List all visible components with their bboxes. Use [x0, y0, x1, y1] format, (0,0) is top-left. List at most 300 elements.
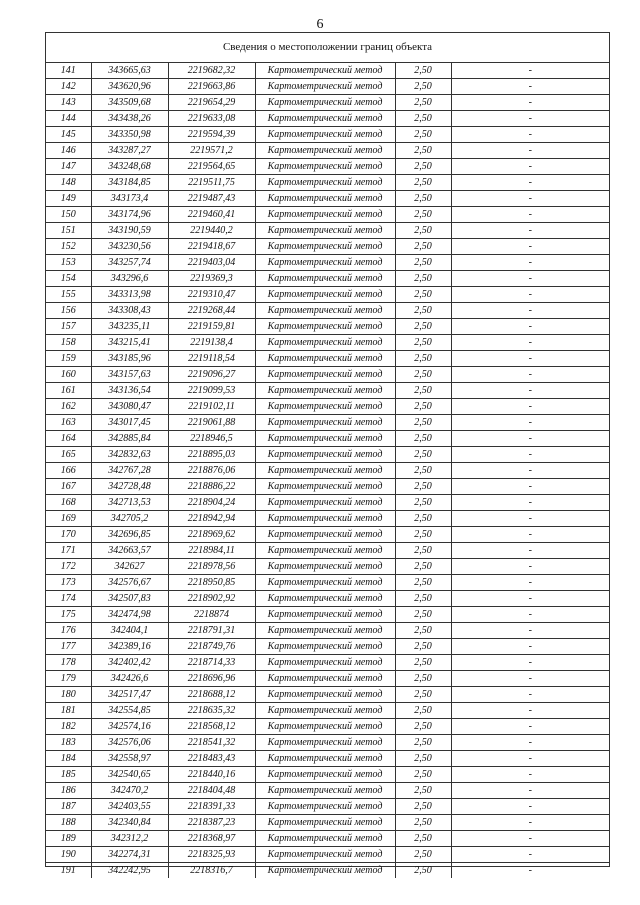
y-coordinate-cell: 2218749,76 — [168, 639, 255, 655]
y-coordinate-cell: 2219460,41 — [168, 207, 255, 223]
description-cell: - — [451, 751, 609, 767]
x-coordinate-cell: 342474,98 — [91, 607, 168, 623]
x-coordinate-cell: 343080,47 — [91, 399, 168, 415]
accuracy-cell: 2,50 — [395, 511, 451, 527]
method-cell: Картометрический метод — [255, 175, 395, 191]
description-cell: - — [451, 351, 609, 367]
x-coordinate-cell: 343248,68 — [91, 159, 168, 175]
method-cell: Картометрический метод — [255, 495, 395, 511]
accuracy-cell: 2,50 — [395, 95, 451, 111]
accuracy-cell: 2,50 — [395, 543, 451, 559]
point-number-cell: 174 — [46, 591, 91, 607]
x-coordinate-cell: 343173,4 — [91, 191, 168, 207]
point-number-cell: 143 — [46, 95, 91, 111]
description-cell: - — [451, 479, 609, 495]
description-cell: - — [451, 815, 609, 831]
description-cell: - — [451, 431, 609, 447]
x-coordinate-cell: 343235,11 — [91, 319, 168, 335]
x-coordinate-cell: 342767,28 — [91, 463, 168, 479]
method-cell: Картометрический метод — [255, 639, 395, 655]
accuracy-cell: 2,50 — [395, 639, 451, 655]
method-cell: Картометрический метод — [255, 863, 395, 879]
table-row — [46, 783, 609, 799]
accuracy-cell: 2,50 — [395, 687, 451, 703]
description-cell: - — [451, 607, 609, 623]
accuracy-cell: 2,50 — [395, 303, 451, 319]
table-row — [46, 207, 609, 223]
accuracy-cell: 2,50 — [395, 623, 451, 639]
description-cell: - — [451, 239, 609, 255]
method-cell: Картометрический метод — [255, 447, 395, 463]
description-cell: - — [451, 95, 609, 111]
y-coordinate-cell: 2218688,12 — [168, 687, 255, 703]
description-cell: - — [451, 415, 609, 431]
description-cell: - — [451, 287, 609, 303]
method-cell: Картометрический метод — [255, 95, 395, 111]
description-cell: - — [451, 671, 609, 687]
method-cell: Картометрический метод — [255, 559, 395, 575]
y-coordinate-cell: 2218874 — [168, 607, 255, 623]
x-coordinate-cell: 343296,6 — [91, 271, 168, 287]
method-cell: Картометрический метод — [255, 655, 395, 671]
table-row — [46, 687, 609, 703]
description-cell: - — [451, 623, 609, 639]
accuracy-cell: 2,50 — [395, 271, 451, 287]
y-coordinate-cell: 2219310,47 — [168, 287, 255, 303]
table-row — [46, 351, 609, 367]
page-number: 6 — [316, 17, 324, 32]
y-coordinate-cell: 2219403,04 — [168, 255, 255, 271]
description-cell: - — [451, 335, 609, 351]
accuracy-cell: 2,50 — [395, 143, 451, 159]
accuracy-cell: 2,50 — [395, 655, 451, 671]
method-cell: Картометрический метод — [255, 543, 395, 559]
method-cell: Картометрический метод — [255, 223, 395, 239]
method-cell: Картометрический метод — [255, 783, 395, 799]
y-coordinate-cell: 2219571,2 — [168, 143, 255, 159]
point-number-cell: 145 — [46, 127, 91, 143]
x-coordinate-cell: 343190,59 — [91, 223, 168, 239]
method-cell: Картометрический метод — [255, 431, 395, 447]
x-coordinate-cell: 343350,98 — [91, 127, 168, 143]
method-cell: Картометрический метод — [255, 63, 395, 79]
boundary-table-frame — [45, 32, 610, 876]
accuracy-cell: 2,50 — [395, 223, 451, 239]
y-coordinate-cell: 2219369,3 — [168, 271, 255, 287]
method-cell: Картометрический метод — [255, 591, 395, 607]
table-row — [46, 159, 609, 175]
point-number-cell: 154 — [46, 271, 91, 287]
table-row — [46, 383, 609, 399]
table-row — [46, 367, 609, 383]
y-coordinate-cell: 2219138,4 — [168, 335, 255, 351]
description-cell: - — [451, 687, 609, 703]
x-coordinate-cell: 342705,2 — [91, 511, 168, 527]
description-cell: - — [451, 159, 609, 175]
y-coordinate-cell: 2218904,24 — [168, 495, 255, 511]
x-coordinate-cell: 343174,96 — [91, 207, 168, 223]
x-coordinate-cell: 342728,48 — [91, 479, 168, 495]
point-number-cell: 176 — [46, 623, 91, 639]
point-number-cell: 151 — [46, 223, 91, 239]
point-number-cell: 162 — [46, 399, 91, 415]
y-coordinate-cell: 2218950,85 — [168, 575, 255, 591]
point-number-cell: 180 — [46, 687, 91, 703]
table-row — [46, 255, 609, 271]
point-number-cell: 155 — [46, 287, 91, 303]
point-number-cell: 147 — [46, 159, 91, 175]
method-cell: Картометрический метод — [255, 575, 395, 591]
x-coordinate-cell: 342576,06 — [91, 735, 168, 751]
y-coordinate-cell: 2218902,92 — [168, 591, 255, 607]
x-coordinate-cell: 343308,43 — [91, 303, 168, 319]
accuracy-cell: 2,50 — [395, 255, 451, 271]
accuracy-cell: 2,50 — [395, 79, 451, 95]
x-coordinate-cell: 343313,98 — [91, 287, 168, 303]
method-cell: Картометрический метод — [255, 319, 395, 335]
method-cell: Картометрический метод — [255, 127, 395, 143]
method-cell: Картометрический метод — [255, 463, 395, 479]
point-number-cell: 163 — [46, 415, 91, 431]
point-number-cell: 142 — [46, 79, 91, 95]
y-coordinate-cell: 2219096,27 — [168, 367, 255, 383]
table-row — [46, 527, 609, 543]
y-coordinate-cell: 2218316,7 — [168, 863, 255, 879]
method-cell: Картометрический метод — [255, 719, 395, 735]
point-number-cell: 179 — [46, 671, 91, 687]
x-coordinate-cell: 342340,84 — [91, 815, 168, 831]
method-cell: Картометрический метод — [255, 367, 395, 383]
x-coordinate-cell: 342696,85 — [91, 527, 168, 543]
method-cell: Картометрический метод — [255, 511, 395, 527]
description-cell: - — [451, 463, 609, 479]
y-coordinate-cell: 2218876,06 — [168, 463, 255, 479]
accuracy-cell: 2,50 — [395, 831, 451, 847]
point-number-cell: 157 — [46, 319, 91, 335]
point-number-cell: 168 — [46, 495, 91, 511]
method-cell: Картометрический метод — [255, 79, 395, 95]
accuracy-cell: 2,50 — [395, 191, 451, 207]
method-cell: Картометрический метод — [255, 287, 395, 303]
accuracy-cell: 2,50 — [395, 63, 451, 79]
x-coordinate-cell: 343620,96 — [91, 79, 168, 95]
y-coordinate-cell: 2218391,33 — [168, 799, 255, 815]
x-coordinate-cell: 343257,74 — [91, 255, 168, 271]
point-number-cell: 148 — [46, 175, 91, 191]
accuracy-cell: 2,50 — [395, 431, 451, 447]
table-row — [46, 831, 609, 847]
y-coordinate-cell: 2219511,75 — [168, 175, 255, 191]
point-number-cell: 191 — [46, 863, 91, 879]
accuracy-cell: 2,50 — [395, 111, 451, 127]
point-number-cell: 166 — [46, 463, 91, 479]
point-number-cell: 153 — [46, 255, 91, 271]
method-cell: Картометрический метод — [255, 847, 395, 863]
accuracy-cell: 2,50 — [395, 751, 451, 767]
y-coordinate-cell: 2218895,03 — [168, 447, 255, 463]
method-cell: Картометрический метод — [255, 671, 395, 687]
y-coordinate-cell: 2219594,39 — [168, 127, 255, 143]
point-number-cell: 159 — [46, 351, 91, 367]
y-coordinate-cell: 2218635,32 — [168, 703, 255, 719]
x-coordinate-cell: 342574,16 — [91, 719, 168, 735]
y-coordinate-cell: 2218886,22 — [168, 479, 255, 495]
y-coordinate-cell: 2218791,31 — [168, 623, 255, 639]
table-row — [46, 575, 609, 591]
accuracy-cell: 2,50 — [395, 607, 451, 623]
method-cell: Картометрический метод — [255, 479, 395, 495]
description-cell: - — [451, 495, 609, 511]
point-number-cell: 149 — [46, 191, 91, 207]
method-cell: Картометрический метод — [255, 271, 395, 287]
point-number-cell: 175 — [46, 607, 91, 623]
y-coordinate-cell: 2219418,67 — [168, 239, 255, 255]
method-cell: Картометрический метод — [255, 351, 395, 367]
accuracy-cell: 2,50 — [395, 335, 451, 351]
point-number-cell: 144 — [46, 111, 91, 127]
description-cell: - — [451, 543, 609, 559]
description-cell: - — [451, 527, 609, 543]
x-coordinate-cell: 342627 — [91, 559, 168, 575]
x-coordinate-cell: 343665,63 — [91, 63, 168, 79]
accuracy-cell: 2,50 — [395, 863, 451, 879]
table-row — [46, 639, 609, 655]
point-number-cell: 167 — [46, 479, 91, 495]
x-coordinate-cell: 342507,83 — [91, 591, 168, 607]
point-number-cell: 158 — [46, 335, 91, 351]
accuracy-cell: 2,50 — [395, 799, 451, 815]
method-cell: Картометрический метод — [255, 703, 395, 719]
y-coordinate-cell: 2219061,88 — [168, 415, 255, 431]
point-number-cell: 146 — [46, 143, 91, 159]
description-cell: - — [451, 207, 609, 223]
method-cell: Картометрический метод — [255, 815, 395, 831]
method-cell: Картометрический метод — [255, 255, 395, 271]
method-cell: Картометрический метод — [255, 623, 395, 639]
description-cell: - — [451, 639, 609, 655]
point-number-cell: 173 — [46, 575, 91, 591]
x-coordinate-cell: 342426,6 — [91, 671, 168, 687]
accuracy-cell: 2,50 — [395, 447, 451, 463]
point-number-cell: 181 — [46, 703, 91, 719]
point-number-cell: 161 — [46, 383, 91, 399]
table-row — [46, 63, 609, 79]
method-cell: Картометрический метод — [255, 799, 395, 815]
table-row — [46, 719, 609, 735]
accuracy-cell: 2,50 — [395, 479, 451, 495]
x-coordinate-cell: 342832,63 — [91, 447, 168, 463]
method-cell: Картометрический метод — [255, 143, 395, 159]
accuracy-cell: 2,50 — [395, 559, 451, 575]
y-coordinate-cell: 2219487,43 — [168, 191, 255, 207]
table-row — [46, 799, 609, 815]
description-cell: - — [451, 367, 609, 383]
table-row — [46, 623, 609, 639]
y-coordinate-cell: 2218387,23 — [168, 815, 255, 831]
description-cell: - — [451, 831, 609, 847]
x-coordinate-cell: 343184,85 — [91, 175, 168, 191]
table-row — [46, 495, 609, 511]
accuracy-cell: 2,50 — [395, 207, 451, 223]
accuracy-cell: 2,50 — [395, 319, 451, 335]
x-coordinate-cell: 342554,85 — [91, 703, 168, 719]
description-cell: - — [451, 223, 609, 239]
accuracy-cell: 2,50 — [395, 591, 451, 607]
y-coordinate-cell: 2218969,62 — [168, 527, 255, 543]
x-coordinate-cell: 343017,45 — [91, 415, 168, 431]
x-coordinate-cell: 342470,2 — [91, 783, 168, 799]
y-coordinate-cell: 2219564,65 — [168, 159, 255, 175]
table-row — [46, 223, 609, 239]
accuracy-cell: 2,50 — [395, 415, 451, 431]
point-number-cell: 178 — [46, 655, 91, 671]
accuracy-cell: 2,50 — [395, 399, 451, 415]
y-coordinate-cell: 2219682,32 — [168, 63, 255, 79]
table-row — [46, 319, 609, 335]
point-number-cell: 171 — [46, 543, 91, 559]
description-cell: - — [451, 111, 609, 127]
accuracy-cell: 2,50 — [395, 159, 451, 175]
y-coordinate-cell: 2219102,11 — [168, 399, 255, 415]
x-coordinate-cell: 342713,53 — [91, 495, 168, 511]
y-coordinate-cell: 2219118,54 — [168, 351, 255, 367]
description-cell: - — [451, 735, 609, 751]
method-cell: Картометрический метод — [255, 303, 395, 319]
accuracy-cell: 2,50 — [395, 351, 451, 367]
point-number-cell: 188 — [46, 815, 91, 831]
description-cell: - — [451, 591, 609, 607]
table-row — [46, 111, 609, 127]
accuracy-cell: 2,50 — [395, 703, 451, 719]
accuracy-cell: 2,50 — [395, 783, 451, 799]
point-number-cell: 156 — [46, 303, 91, 319]
x-coordinate-cell: 342403,55 — [91, 799, 168, 815]
accuracy-cell: 2,50 — [395, 287, 451, 303]
table-row — [46, 591, 609, 607]
x-coordinate-cell: 343136,54 — [91, 383, 168, 399]
x-coordinate-cell: 343509,68 — [91, 95, 168, 111]
x-coordinate-cell: 343157,63 — [91, 367, 168, 383]
table-row — [46, 415, 609, 431]
accuracy-cell: 2,50 — [395, 767, 451, 783]
accuracy-cell: 2,50 — [395, 575, 451, 591]
table-row — [46, 511, 609, 527]
point-number-cell: 152 — [46, 239, 91, 255]
point-number-cell: 165 — [46, 447, 91, 463]
description-cell: - — [451, 703, 609, 719]
description-cell: - — [451, 511, 609, 527]
method-cell: Картометрический метод — [255, 415, 395, 431]
table-row — [46, 655, 609, 671]
description-cell: - — [451, 127, 609, 143]
point-number-cell: 169 — [46, 511, 91, 527]
description-cell: - — [451, 399, 609, 415]
description-cell: - — [451, 447, 609, 463]
table-row — [46, 431, 609, 447]
table-row — [46, 303, 609, 319]
y-coordinate-cell: 2219440,2 — [168, 223, 255, 239]
description-cell: - — [451, 143, 609, 159]
point-number-cell: 182 — [46, 719, 91, 735]
x-coordinate-cell: 342404,1 — [91, 623, 168, 639]
y-coordinate-cell: 2218368,97 — [168, 831, 255, 847]
description-cell: - — [451, 191, 609, 207]
y-coordinate-cell: 2218440,16 — [168, 767, 255, 783]
table-row — [46, 559, 609, 575]
table-row — [46, 191, 609, 207]
x-coordinate-cell: 342885,84 — [91, 431, 168, 447]
table-row — [46, 751, 609, 767]
accuracy-cell: 2,50 — [395, 463, 451, 479]
x-coordinate-cell: 342576,67 — [91, 575, 168, 591]
description-cell: - — [451, 719, 609, 735]
method-cell: Картометрический метод — [255, 335, 395, 351]
method-cell: Картометрический метод — [255, 767, 395, 783]
x-coordinate-cell: 343438,26 — [91, 111, 168, 127]
table-body — [46, 63, 609, 878]
point-number-cell: 164 — [46, 431, 91, 447]
point-number-cell: 177 — [46, 639, 91, 655]
table-row — [46, 607, 609, 623]
description-cell: - — [451, 63, 609, 79]
description-cell: - — [451, 383, 609, 399]
table-row — [46, 479, 609, 495]
point-number-cell: 184 — [46, 751, 91, 767]
table-row — [46, 79, 609, 95]
x-coordinate-cell: 342389,16 — [91, 639, 168, 655]
table-row — [46, 815, 609, 831]
table-row — [46, 447, 609, 463]
description-cell: - — [451, 79, 609, 95]
point-number-cell: 172 — [46, 559, 91, 575]
table-row — [46, 543, 609, 559]
accuracy-cell: 2,50 — [395, 127, 451, 143]
table-row — [46, 335, 609, 351]
accuracy-cell: 2,50 — [395, 239, 451, 255]
table-header-title: Сведения о местоположении границ объекта — [46, 33, 609, 63]
x-coordinate-cell: 343287,27 — [91, 143, 168, 159]
accuracy-cell: 2,50 — [395, 367, 451, 383]
method-cell: Картометрический метод — [255, 607, 395, 623]
boundary-points-table — [46, 63, 609, 878]
point-number-cell: 189 — [46, 831, 91, 847]
x-coordinate-cell: 342663,57 — [91, 543, 168, 559]
accuracy-cell: 2,50 — [395, 735, 451, 751]
point-number-cell: 141 — [46, 63, 91, 79]
y-coordinate-cell: 2219633,08 — [168, 111, 255, 127]
point-number-cell: 190 — [46, 847, 91, 863]
y-coordinate-cell: 2219663,86 — [168, 79, 255, 95]
y-coordinate-cell: 2218984,11 — [168, 543, 255, 559]
method-cell: Картометрический метод — [255, 751, 395, 767]
method-cell: Картометрический метод — [255, 191, 395, 207]
method-cell: Картометрический метод — [255, 399, 395, 415]
point-number-cell: 150 — [46, 207, 91, 223]
accuracy-cell: 2,50 — [395, 527, 451, 543]
table-row — [46, 239, 609, 255]
description-cell: - — [528, 865, 532, 876]
x-coordinate-cell: 342517,47 — [91, 687, 168, 703]
method-cell: Картометрический метод — [255, 159, 395, 175]
table-row — [46, 463, 609, 479]
x-coordinate-cell: 342558,97 — [91, 751, 168, 767]
x-coordinate-cell: 343185,96 — [91, 351, 168, 367]
table-row — [46, 863, 609, 879]
table-row — [46, 287, 609, 303]
description-cell: - — [451, 303, 609, 319]
accuracy-cell: 2,50 — [395, 815, 451, 831]
accuracy-cell: 2,50 — [395, 719, 451, 735]
